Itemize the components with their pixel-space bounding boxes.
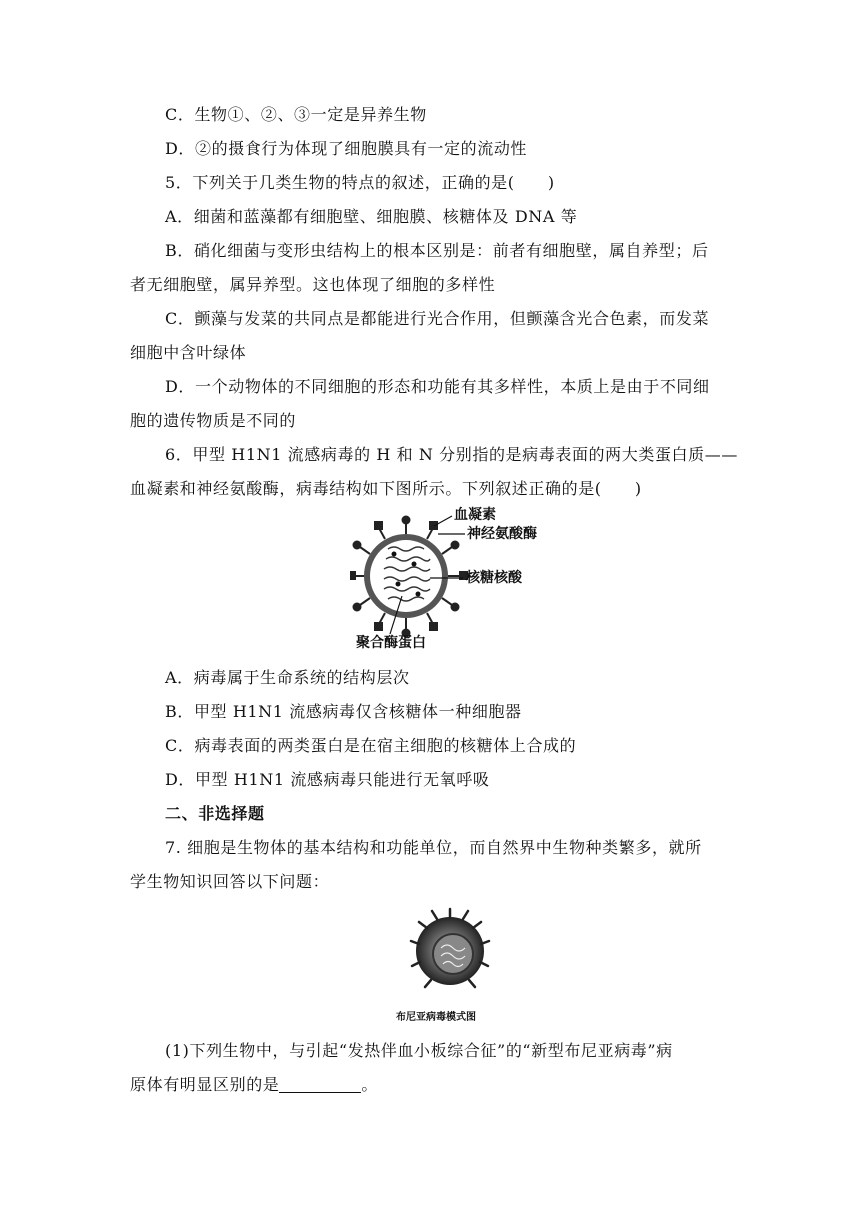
q7-stem-line1: 7. 细胞是生物体的基本结构和功能单位，而自然界中生物种类繁多，就所 xyxy=(165,838,702,857)
q7-sub1-line2 xyxy=(130,1074,378,1096)
q6-option-d: D．甲型 H1N1 流感病毒只能进行无氧呼吸 xyxy=(165,770,490,789)
q5-option-c-line1: C．颤藻与发菜的共同点是都能进行光合作用，但颤藻含光合色素，而发菜 xyxy=(165,309,710,328)
q7-sub1-suffix: 。 xyxy=(361,1075,379,1094)
q5-option-a: A．细菌和蓝藻都有细胞壁、细胞膜、核糖体及 DNA 等 xyxy=(165,207,578,226)
q6-stem-line1: 6．甲型 H1N1 流感病毒的 H 和 N 分别指的是病毒表面的两大类蛋白质—— xyxy=(165,445,738,464)
q5-option-c-line2: 细胞中含叶绿体 xyxy=(130,343,247,362)
q7-sub1-prefix: 原体有明显区别的是 xyxy=(130,1075,280,1094)
q5-option-b-line1: B．硝化细菌与变形虫结构上的根本区别是：前者有细胞壁，属自养型；后 xyxy=(165,241,709,260)
label-neuraminidase: 神经氨酸酶 xyxy=(467,526,537,542)
h1n1-virus-figure xyxy=(350,504,560,654)
q6-option-a: A．病毒属于生命系统的结构层次 xyxy=(165,668,410,687)
label-polymerase: 聚合酶蛋白 xyxy=(356,635,426,651)
q4-option-c: C．生物①、②、③一定是异养生物 xyxy=(165,105,427,124)
answer-blank[interactable] xyxy=(279,1076,361,1093)
q5-option-d-line2: 胞的遗传物质是不同的 xyxy=(130,411,297,430)
q5-option-b-line2: 者无细胞壁，属异养型。这也体现了细胞的多样性 xyxy=(130,275,496,294)
q5-stem: 5．下列关于几类生物的特点的叙述，正确的是( ) xyxy=(165,173,555,192)
q6-stem-line2: 血凝素和神经氨酸酶，病毒结构如下图所示。下列叙述正确的是( ) xyxy=(130,479,642,498)
bunyavirus-figure xyxy=(405,904,495,994)
section-heading: 二、非选择题 xyxy=(165,804,265,823)
q4-option-d: D．②的摄食行为体现了细胞膜具有一定的流动性 xyxy=(165,139,528,158)
bunyavirus-figure-caption: 布尼亚病毒模式图 xyxy=(396,1012,476,1023)
q7-stem-line2: 学生物知识回答以下问题： xyxy=(130,872,330,891)
bunyavirus-image xyxy=(405,904,495,994)
q7-sub1-line1: (1)下列生物中，与引起“发热伴血小板综合征”的“新型布尼亚病毒”病 xyxy=(165,1041,673,1060)
q6-option-c: C．病毒表面的两类蛋白是在宿主细胞的核糖体上合成的 xyxy=(165,736,577,755)
label-hemagglutinin: 血凝素 xyxy=(454,507,496,523)
q6-option-b: B．甲型 H1N1 流感病毒仅含核糖体一种细胞器 xyxy=(165,702,522,721)
q5-option-d-line1: D．一个动物体的不同细胞的形态和功能有其多样性，本质上是由于不同细 xyxy=(165,377,710,396)
label-rna: 核糖核酸 xyxy=(466,570,522,586)
